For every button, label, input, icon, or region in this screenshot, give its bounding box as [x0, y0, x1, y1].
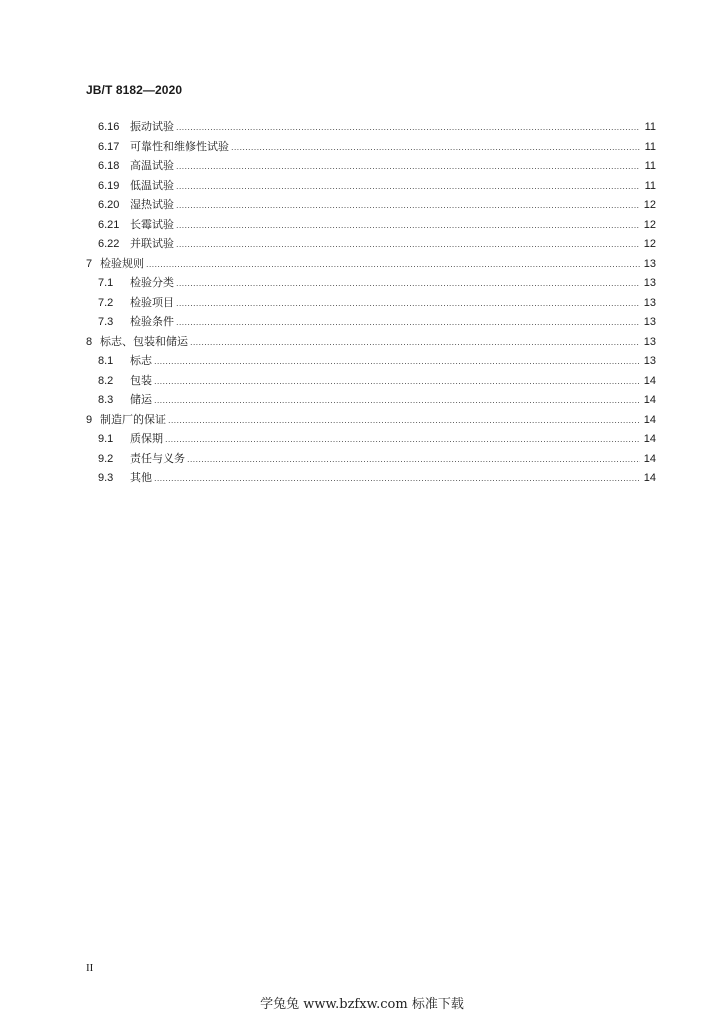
toc-entry[interactable] — [86, 117, 656, 137]
toc-dot-leader — [176, 274, 640, 294]
toc-entry[interactable] — [86, 156, 656, 176]
toc-entry-number: 6.19 — [98, 179, 120, 192]
toc-dot-leader — [176, 313, 640, 333]
toc-entry-number: 8.3 — [98, 394, 114, 406]
toc-entry[interactable] — [86, 293, 656, 313]
toc-dot-leader — [154, 391, 640, 411]
toc-entry-page: 14 — [643, 472, 656, 484]
toc-entry-title: 标志 — [130, 354, 152, 367]
toc-entry-number: 7.3 — [98, 316, 114, 328]
toc-entry-title: 湿热试验 — [130, 198, 174, 211]
toc-dot-leader — [176, 157, 640, 177]
toc-dot-leader — [154, 352, 640, 372]
toc-entry-title: 检验项目 — [130, 295, 174, 309]
toc-entry-page: 12 — [643, 199, 656, 211]
toc-entry[interactable] — [86, 254, 656, 274]
document-code: JB/T 8182—2020 — [86, 83, 183, 97]
toc-entry-title: 储运 — [130, 393, 152, 406]
toc-entry-title: 包装 — [130, 373, 152, 387]
toc-entry-number: 8 — [86, 335, 93, 348]
toc-dot-leader — [176, 294, 640, 314]
toc-entry[interactable] — [86, 195, 656, 215]
toc-dot-leader — [187, 450, 640, 470]
toc-entry-title: 长霉试验 — [130, 217, 174, 231]
toc-entry-number: 7.2 — [98, 296, 114, 309]
toc-entry-title: 高温试验 — [130, 159, 174, 172]
toc-dot-leader — [154, 469, 640, 489]
toc-entry-number: 6.21 — [98, 218, 120, 231]
toc-entry-page: 12 — [643, 238, 656, 250]
toc-dot-leader — [190, 333, 640, 353]
toc-dot-leader — [146, 255, 640, 275]
toc-entry-number: 8.1 — [98, 355, 114, 367]
toc-entry-page: 14 — [643, 452, 656, 465]
toc-entry-title: 责任与义务 — [130, 451, 185, 465]
toc-entry-page: 13 — [643, 316, 656, 328]
toc-entry-title: 检验分类 — [130, 276, 174, 289]
toc-entry-title: 制造厂的保证 — [100, 412, 166, 426]
toc-entry-title: 其他 — [130, 471, 152, 484]
toc-entry-number: 6.16 — [98, 121, 120, 133]
toc-entry-number: 8.2 — [98, 374, 114, 387]
toc-entry-page: 11 — [644, 160, 656, 172]
toc-entry[interactable] — [86, 312, 656, 332]
toc-entry-page: 13 — [643, 335, 656, 348]
watermark-footer: 学兔兔 www.bzfxw.com 标准下载 — [260, 997, 464, 1012]
toc-entry[interactable] — [86, 390, 656, 410]
toc-entry-title: 检验条件 — [130, 315, 174, 328]
toc-dot-leader — [176, 216, 640, 236]
toc-entry-page: 11 — [644, 121, 656, 133]
toc-entry-number: 7.1 — [98, 277, 114, 289]
toc-entry[interactable] — [86, 371, 656, 391]
toc-entry-title: 检验规则 — [100, 256, 144, 270]
toc-entry-page: 14 — [643, 374, 656, 387]
toc-entry-number: 6.20 — [98, 199, 120, 211]
toc-dot-leader — [176, 118, 640, 138]
toc-dot-leader — [176, 196, 640, 216]
toc-entry[interactable] — [86, 410, 656, 430]
toc-entry[interactable] — [86, 429, 656, 449]
toc-entry[interactable] — [86, 351, 656, 371]
toc-entry[interactable] — [86, 332, 656, 352]
toc-entry-number: 6.17 — [98, 140, 120, 153]
toc-dot-leader — [176, 235, 640, 255]
toc-entry-page: 14 — [643, 413, 656, 426]
toc-entry-page: 14 — [643, 394, 656, 406]
toc-entry[interactable] — [86, 234, 656, 254]
toc-entry-number: 9.3 — [98, 472, 114, 484]
table-of-contents — [86, 117, 656, 488]
toc-entry-title: 低温试验 — [130, 178, 174, 192]
toc-dot-leader — [176, 177, 640, 197]
toc-entry-title: 并联试验 — [130, 237, 174, 250]
toc-entry-number: 9 — [86, 413, 93, 426]
toc-entry[interactable] — [86, 273, 656, 293]
toc-entry-page: 13 — [643, 296, 656, 309]
toc-dot-leader — [168, 411, 640, 431]
toc-entry-page: 11 — [644, 140, 656, 153]
toc-entry[interactable] — [86, 137, 656, 157]
toc-dot-leader — [154, 372, 640, 392]
toc-dot-leader — [231, 138, 640, 158]
toc-entry-page: 13 — [643, 257, 656, 270]
toc-entry-title: 振动试验 — [130, 120, 174, 133]
page-number: II — [86, 962, 94, 974]
toc-entry-page: 13 — [643, 355, 656, 367]
toc-entry-page: 11 — [644, 179, 656, 192]
toc-entry[interactable] — [86, 215, 656, 235]
toc-entry-page: 12 — [643, 218, 656, 231]
toc-entry-title: 标志、包装和储运 — [100, 334, 188, 348]
toc-entry-title: 质保期 — [130, 432, 163, 445]
toc-entry-page: 13 — [643, 277, 656, 289]
toc-entry-number: 6.22 — [98, 238, 120, 250]
toc-entry-number: 9.1 — [98, 433, 114, 445]
toc-entry[interactable] — [86, 449, 656, 469]
toc-entry-number: 9.2 — [98, 452, 114, 465]
toc-entry-number: 6.18 — [98, 160, 120, 172]
toc-entry[interactable] — [86, 468, 656, 488]
toc-dot-leader — [165, 430, 640, 450]
toc-entry-number: 7 — [86, 257, 93, 270]
toc-entry-title: 可靠性和维修性试验 — [130, 139, 229, 153]
toc-entry[interactable] — [86, 176, 656, 196]
toc-entry-page: 14 — [643, 433, 656, 445]
